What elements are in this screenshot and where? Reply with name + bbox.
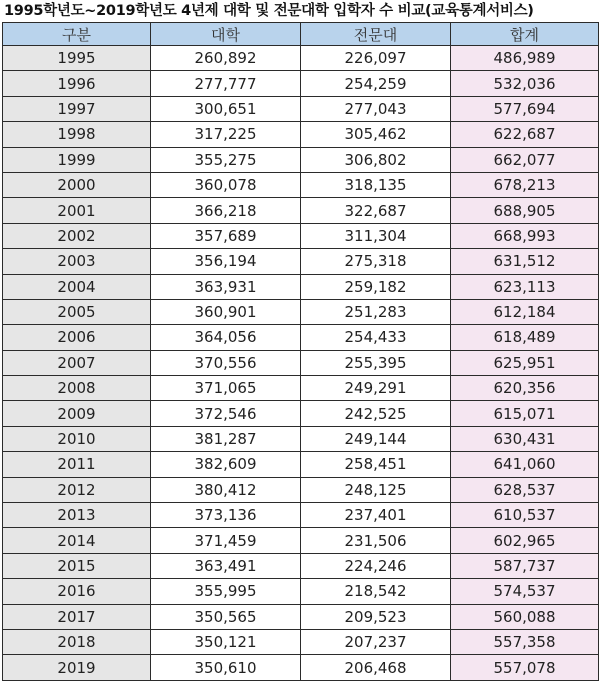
total-cell: 625,951 [451,350,599,375]
total-cell: 574,537 [451,579,599,604]
college-cell: 322,687 [301,198,451,223]
table-row [3,579,599,604]
university-cell: 350,121 [151,629,301,654]
university-cell: 366,218 [151,198,301,223]
college-cell: 249,291 [301,376,451,401]
table-row [3,553,599,578]
total-cell: 532,036 [451,71,599,96]
table-row [3,172,599,197]
year-cell: 2015 [3,553,151,578]
college-cell: 258,451 [301,452,451,477]
table-row [3,452,599,477]
year-cell: 2010 [3,426,151,451]
college-cell: 209,523 [301,604,451,629]
table-row [3,528,599,553]
total-cell: 587,737 [451,553,599,578]
table-row [3,96,599,121]
year-cell: 2009 [3,401,151,426]
table-row [3,147,599,172]
total-cell: 560,088 [451,604,599,629]
table-row [3,477,599,502]
college-cell: 218,542 [301,579,451,604]
total-cell: 662,077 [451,147,599,172]
college-cell: 207,237 [301,629,451,654]
university-cell: 350,565 [151,604,301,629]
year-cell: 2011 [3,452,151,477]
university-cell: 350,610 [151,655,301,680]
table-row [3,426,599,451]
table-row [3,122,599,147]
total-cell: 668,993 [451,223,599,248]
table-row [3,350,599,375]
table-row [3,629,599,654]
university-cell: 381,287 [151,426,301,451]
year-cell: 2002 [3,223,151,248]
page-title: 1995학년도~2019학년도 4년제 대학 및 전문대학 입학자 수 비교(교육통계서비스) [4,3,534,19]
header-university: 대학 [151,23,301,46]
year-cell: 2007 [3,350,151,375]
university-cell: 364,056 [151,325,301,350]
total-cell: 577,694 [451,96,599,121]
university-cell: 363,931 [151,274,301,299]
table-row [3,46,599,71]
table-row [3,655,599,680]
year-cell: 2017 [3,604,151,629]
college-cell: 306,802 [301,147,451,172]
university-cell: 373,136 [151,503,301,528]
total-cell: 628,537 [451,477,599,502]
total-cell: 612,184 [451,299,599,324]
year-cell: 2006 [3,325,151,350]
university-cell: 363,491 [151,553,301,578]
table-row [3,325,599,350]
university-cell: 372,546 [151,401,301,426]
college-cell: 224,246 [301,553,451,578]
year-cell: 2016 [3,579,151,604]
total-cell: 610,537 [451,503,599,528]
year-cell: 2001 [3,198,151,223]
year-cell: 2019 [3,655,151,680]
table-row [3,198,599,223]
college-cell: 254,259 [301,71,451,96]
university-cell: 382,609 [151,452,301,477]
total-cell: 618,489 [451,325,599,350]
total-cell: 486,989 [451,46,599,71]
table-body [3,46,599,681]
table-header-row [3,23,599,46]
total-cell: 602,965 [451,528,599,553]
college-cell: 259,182 [301,274,451,299]
university-cell: 371,065 [151,376,301,401]
header-category: 구분 [3,23,151,46]
university-cell: 370,556 [151,350,301,375]
year-cell: 2012 [3,477,151,502]
college-cell: 249,144 [301,426,451,451]
university-cell: 357,689 [151,223,301,248]
table-row [3,299,599,324]
total-cell: 557,358 [451,629,599,654]
year-cell: 1996 [3,71,151,96]
year-cell: 2005 [3,299,151,324]
college-cell: 206,468 [301,655,451,680]
college-cell: 248,125 [301,477,451,502]
table-row [3,401,599,426]
year-cell: 2013 [3,503,151,528]
table-row [3,223,599,248]
year-cell: 2018 [3,629,151,654]
college-cell: 226,097 [301,46,451,71]
total-cell: 623,113 [451,274,599,299]
year-cell: 1997 [3,96,151,121]
total-cell: 620,356 [451,376,599,401]
table-row [3,376,599,401]
college-cell: 251,283 [301,299,451,324]
total-cell: 641,060 [451,452,599,477]
college-cell: 255,395 [301,350,451,375]
table-row [3,274,599,299]
table-row [3,604,599,629]
year-cell: 2008 [3,376,151,401]
total-cell: 688,905 [451,198,599,223]
year-cell: 2003 [3,249,151,274]
university-cell: 355,275 [151,147,301,172]
college-cell: 237,401 [301,503,451,528]
college-cell: 242,525 [301,401,451,426]
year-cell: 1999 [3,147,151,172]
table-row [3,71,599,96]
university-cell: 260,892 [151,46,301,71]
total-cell: 678,213 [451,172,599,197]
college-cell: 254,433 [301,325,451,350]
college-cell: 277,043 [301,96,451,121]
year-cell: 2014 [3,528,151,553]
year-cell: 2000 [3,172,151,197]
table-row [3,503,599,528]
total-cell: 557,078 [451,655,599,680]
total-cell: 631,512 [451,249,599,274]
college-cell: 318,135 [301,172,451,197]
table-row [3,249,599,274]
admissions-table [2,22,599,681]
university-cell: 356,194 [151,249,301,274]
college-cell: 231,506 [301,528,451,553]
university-cell: 380,412 [151,477,301,502]
university-cell: 355,995 [151,579,301,604]
header-total: 합계 [451,23,599,46]
university-cell: 317,225 [151,122,301,147]
total-cell: 622,687 [451,122,599,147]
year-cell: 1998 [3,122,151,147]
university-cell: 300,651 [151,96,301,121]
year-cell: 1995 [3,46,151,71]
year-cell: 2004 [3,274,151,299]
university-cell: 360,078 [151,172,301,197]
college-cell: 311,304 [301,223,451,248]
university-cell: 371,459 [151,528,301,553]
college-cell: 305,462 [301,122,451,147]
college-cell: 275,318 [301,249,451,274]
total-cell: 615,071 [451,401,599,426]
university-cell: 277,777 [151,71,301,96]
total-cell: 630,431 [451,426,599,451]
header-college: 전문대 [301,23,451,46]
university-cell: 360,901 [151,299,301,324]
